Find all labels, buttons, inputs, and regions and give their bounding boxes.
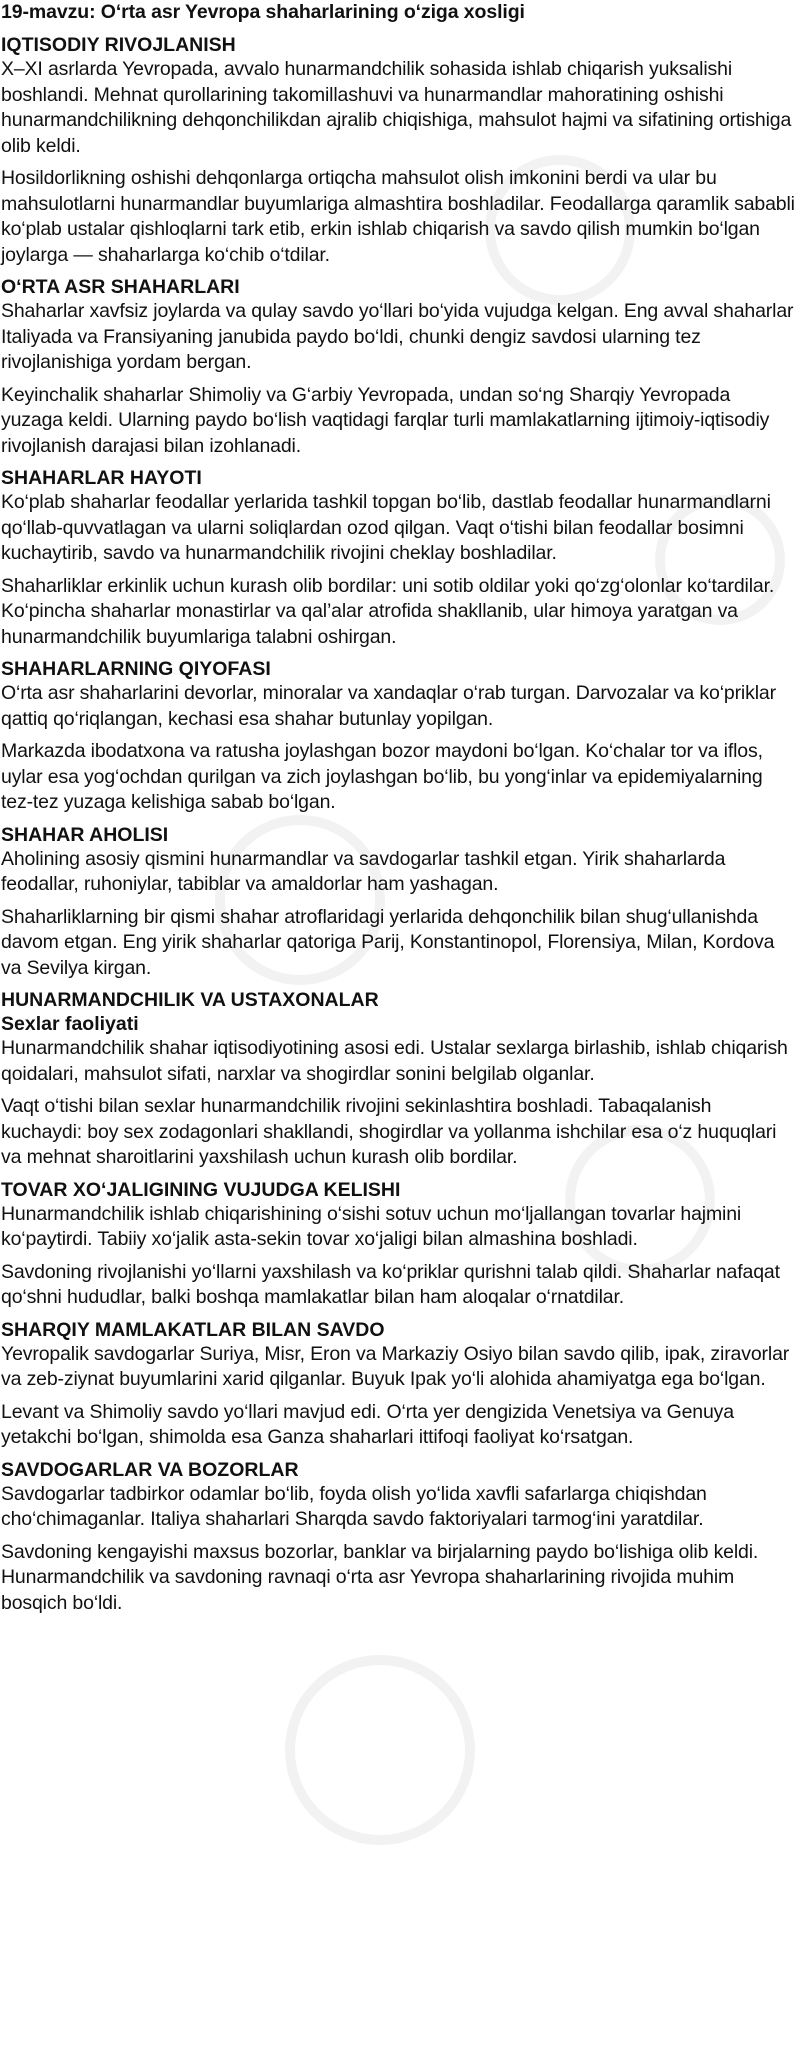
section-heading: IQTISODIY RIVOJLANISH	[1, 34, 236, 56]
paragraph: O‘rta asr shaharlarini devorlar, minoralar va xandaqlar o‘rab turgan. Darvozalar va ko‘priklar qattiq qo‘riqlangan, kechasi esa shahar butunlay yopilgan.	[1, 682, 776, 730]
section-heading: SHAHAR AHOLISI	[1, 823, 169, 846]
section-heading: SHAHARLARNING QIYOFASI	[1, 658, 271, 680]
section-heading: SHARQIY MAMLAKATLAR BILAN SAVDO	[1, 1318, 385, 1341]
section-merchants-and-markets	[1, 1458, 797, 1617]
paragraph: Keyinchalik shaharlar Shimoliy va G‘arbiy Yevropada, undan so‘ng Sharqiy Yevropada yuzaga keldi. Ularning paydo bo‘lish vaqtidagi farqlar turli mamlakatlarning ijtimoiy-iqtisodiy rivojlanish darajasi bilan izohlanadi.	[1, 383, 770, 457]
paragraph: Markazda ibodatxona va ratusha joylashgan bozor maydoni bo‘lgan. Ko‘chalar tor va iflos, uylar esa yog‘ochdan qurilgan va zich joylashgan bo‘lib, bu yong‘inlar va epidemiyalarning tez-tez yuzaga kelishiga sabab bo‘lgan.	[1, 740, 763, 813]
section-city-population	[1, 823, 797, 982]
paragraph: Ko‘plab shaharlar feodallar yerlarida tashkil topgan bo‘lib, dastlab feodallar hunarmandlarni qo‘llab-quvvatlagan va ularni soliqlardan ozod qilgan. Vaqt o‘tishi bilan feodallar bosimni kuchaytirib, savdo va hunarmandchilik rivojini cheklay boshladilar.	[1, 491, 771, 564]
paragraph: Savdogarlar tadbirkor odamlar bo‘lib, foyda olish yo‘lida xavfli safarlarga chiqishdan cho‘chimaganlar. Italiya shaharlari Sharqda savdo faktoriyalari tarmog‘ini yaratdilar.	[1, 1482, 707, 1530]
section-heading: SAVDOGARLAR VA BOZORLAR	[1, 1458, 299, 1481]
paragraph: X–XI asrlarda Yevropada, avvalo hunarmandchilik sohasida ishlab chiqarish yuksalishi boshlandi. Mehnat qurollarining takomillashuvi va hunarmandlar mahoratining oshishi hunarmandchilikning dehqonchilikdan ajralib chiqishiga, mahsulot hajmi va sifatining ortishiga olib keldi.	[1, 58, 792, 157]
section-crafts-and-workshops	[1, 988, 797, 1171]
paragraph: Aholining asosiy qismini hunarmandlar va savdogarlar tashkil etgan. Yirik shaharlarda feodallar, ruhoniylar, tabiblar va amaldorlar ham yashagan.	[1, 847, 726, 895]
section-city-life	[1, 466, 797, 650]
paragraph: Shaharlar xavfsiz joylarda va qulay savdo yo‘llari bo‘yida vujudga kelgan. Eng avval shaharlar Italiyada va Fransiyaning janubida paydo bo‘ldi, chunki dengiz savdosi ularning tez rivojlanishiga yordam bergan.	[1, 300, 794, 373]
section-commodity-economy	[1, 1178, 797, 1311]
paragraph: Hosildorlikning oshishi dehqonlarga ortiqcha mahsulot olish imkonini berdi va ular bu mahsulotlarni hunarmandlar buyumlariga almashtira boshladilar. Feodallarga qaramlik sababli ko‘plab ustalar qishloqlarni tark etib, erkin ishlab chiqarish va savdo qilish mumkin bo‘lgan joylarga — shaharlarga ko‘chib o‘tdilar.	[1, 167, 795, 266]
section-subheading: Sexlar faoliyati	[1, 1013, 139, 1035]
section-heading: HUNARMANDCHILIK VA USTAXONALAR	[1, 989, 379, 1011]
paragraph: Savdoning rivojlanishi yo‘llarni yaxshilash va ko‘priklar qurishni talab qildi. Shaharlar nafaqat qo‘shni hududlar, balki boshqa mamlakatlar bilan ham aloqalar o‘rnatdilar.	[1, 1260, 780, 1308]
section-medieval-cities	[1, 275, 797, 459]
section-heading: O‘RTA ASR SHAHARLARI	[1, 276, 240, 298]
section-heading: TOVAR XO‘JALIGINING VUJUDGA KELISHI	[1, 1178, 401, 1201]
section-eastern-trade	[1, 1318, 797, 1451]
section-heading: SHAHARLAR HAYOTI	[1, 467, 202, 489]
paragraph: Yevropalik savdogarlar Suriya, Misr, Eron va Markaziy Osiyo bilan savdo qilib, ipak, ziravorlar va zeb-ziynat buyumlarini xarid qilganlar. Buyuk Ipak yo‘li alohida ahamiyatga ega bo‘lgan.	[1, 1342, 790, 1390]
paragraph: Vaqt o‘tishi bilan sexlar hunarmandchilik rivojini sekinlashtira boshladi. Tabaqalanish kuchaydi: boy sex zodagonlari shakllandi, shogirdlar va yollanma ishchilar esa o‘z huquqlari va mehnat sharoitlarini yaxshilash uchun kurash olib bordilar.	[1, 1095, 777, 1168]
document-title: 19-mavzu: O‘rta asr Yevropa shaharlarining o‘ziga xosligi	[1, 1, 525, 23]
paragraph: Shaharliklarning bir qismi shahar atroflaridagi yerlarida dehqonchilik bilan shug‘ullanishda davom etgan. Eng yirik shaharlar qatoriga Parij, Konstantinopol, Florensiya, Milan, Kordova va Sevilya kirgan.	[1, 905, 775, 979]
section-economic-development	[1, 33, 797, 268]
paragraph: Hunarmandchilik shahar iqtisodiyotining asosi edi. Ustalar sexlarga birlashib, ishlab chiqarish qoidalari, mahsulot sifati, narxlar va shogirdlar sonini belgilab olganlar.	[1, 1037, 788, 1085]
paragraph: Hunarmandchilik ishlab chiqarishining o‘sishi sotuv uchun mo‘ljallangan tovarlar hajmini ko‘paytirdi. Tabiiy xo‘jalik asta-sekin tovar xo‘jaligi bilan almashina boshladi.	[1, 1202, 742, 1250]
paragraph: Savdoning kengayishi maxsus bozorlar, banklar va birjalarning paydo bo‘lishiga olib keldi. Hunarmandchilik va savdoning ravnaqi o‘rta asr Yevropa shaharlarining rivojida muhim bosqich bo‘ldi.	[1, 1540, 759, 1614]
paragraph: Levant va Shimoliy savdo yo‘llari mavjud edi. O‘rta yer dengizida Venetsiya va Genuya yetakchi bo‘lgan, shimolda esa Ganza shaharlari ittifoqi faoliyat ko‘rsatgan.	[1, 1400, 734, 1448]
paragraph: Shaharliklar erkinlik uchun kurash olib bordilar: uni sotib oldilar yoki qo‘zg‘olonlar ko‘tardilar. Ko‘pincha shaharlar monastirlar va qal’alar atrofida shakllanib, ular himoya yaratgan va hunarmandchilik buyumlariga talabni oshirgan.	[1, 574, 775, 648]
section-city-appearance	[1, 657, 797, 816]
